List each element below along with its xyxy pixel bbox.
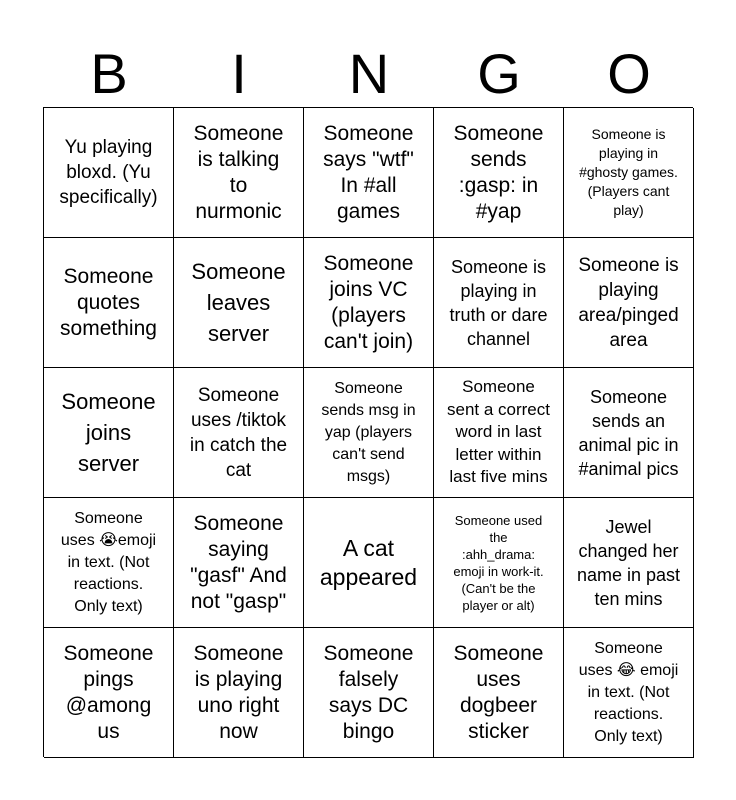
bingo-cell[interactable] [434,628,564,758]
bingo-cell[interactable] [174,108,304,238]
cell-text: Someone joins VC (players can't join) [323,251,414,353]
bingo-cell[interactable] [434,238,564,368]
cell-text: Someone sends :gasp: in #yap [453,121,544,223]
cell-text: Someone leaves server [191,259,286,346]
bingo-cell[interactable] [564,108,694,238]
cell-text: Someone sends an animal pic in #animal pics [578,386,679,479]
cell-text: Yu playing bloxd. (Yu specifically) [59,137,158,208]
cell-text: Someone uses dogbeer sticker [453,641,544,743]
header-letter-n: N [348,42,390,105]
cell-text: Someone says "wtf" In #all games [323,121,414,223]
cell-text: Jewel changed her name in past ten mins [576,516,681,609]
bingo-cell[interactable] [44,108,174,238]
header-letter-g: G [477,42,521,105]
bingo-cell[interactable] [44,628,174,758]
bingo-cell[interactable] [304,628,434,758]
bingo-cell[interactable] [304,368,434,498]
cell-text: Someone used the :ahh_drama: emoji in work-it. (Can't be the player or alt) [453,512,544,613]
cell-text: Someone sent a correct word in last letter within last five mins [447,377,550,487]
bingo-cell[interactable] [564,238,694,368]
bingo-cell[interactable] [174,238,304,368]
header-letter-b: B [90,42,128,105]
bingo-cell[interactable] [44,368,174,498]
bingo-cell[interactable] [174,368,304,498]
bingo-cell[interactable] [434,368,564,498]
cell-text: Someone joins server [61,389,156,476]
header-letter-o: O [607,42,651,105]
cell-text: Someone uses 😂 emoji in text. (Not reactions. Only text) [578,639,679,745]
cell-text: Someone uses /tiktok in catch the cat [189,384,288,481]
bingo-board [43,107,693,757]
bingo-cell[interactable] [174,498,304,628]
bingo-cell[interactable] [434,108,564,238]
bingo-cell[interactable] [174,628,304,758]
cell-text: Someone pings @among us [63,641,154,743]
cell-text: Someone is playing uno right now [193,641,284,743]
cell-text: Someone falsely says DC bingo [323,641,414,743]
bingo-cell[interactable] [304,498,434,628]
cell-text: Someone is talking to nurmonic [193,121,284,223]
cell-text: Someone sends msg in yap (players can't send msgs) [321,379,416,485]
cell-text: Someone is playing area/pinged area [578,254,679,351]
bingo-header [44,40,694,108]
cell-text: Someone uses 😭emoji in text. (Not reactions. Only text) [60,509,157,615]
cell-text: Someone quotes something [60,264,157,340]
bingo-cell[interactable] [564,628,694,758]
bingo-cell[interactable] [434,498,564,628]
bingo-cell[interactable] [564,498,694,628]
bingo-cell[interactable] [44,498,174,628]
bingo-cell[interactable] [564,368,694,498]
bingo-cell[interactable] [304,108,434,238]
cell-text: Someone is playing in truth or dare channel [449,256,548,349]
cell-text: Someone saying "gasf" And not "gasp" [190,511,287,613]
bingo-cell[interactable] [44,238,174,368]
bingo-cell[interactable] [304,238,434,368]
header-letter-i: I [231,42,247,105]
cell-text: Someone is playing in #ghosty games. (Players cant play) [579,126,678,218]
cell-text: A cat appeared [319,534,418,590]
